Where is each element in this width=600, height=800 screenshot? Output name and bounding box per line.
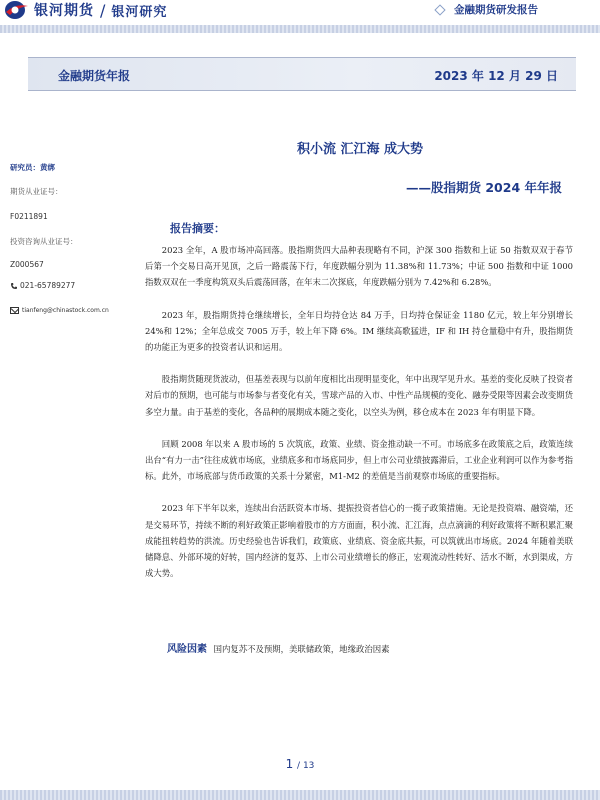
main-title: 积小流 汇江海 成大势: [296, 142, 424, 157]
top-header: [0, 0, 600, 24]
summary-paragraph: 股指期货随现货波动，但基差表现与以前年度相比出现明显变化，年中出现罕见升水。基差的变化反映了投资者对后市的预期，也可能与市场参与者变化有关，雪球产品的入市、中性产品规模的变化、融券受限等因素会改变期货多空力量。由于基差的变化，各品种的展期成本随之变化，以空头为例，移仓成本在 2023 年有明显下降。: [145, 374, 573, 417]
summary-paragraph: 2023 年，股指期货持仓继续增长，全年日均持仓达 84 万手，日均持仓保证金 1180 亿元，较上年分别增长 24%和 12%；全年总成交 7005 万手，较上年下降 6%。IM 继续高歌猛进，IF 和 IH 持仓量稳中有升，股指期货的功能正为更多的投资者认识和运用。: [145, 309, 573, 353]
total-pages: / 13: [297, 761, 315, 771]
phone-row: [10, 281, 75, 290]
summary-paragraph: 2023 全年，A 股市场冲高回落。股指期货四大品种表现略有不同，沪深 300 指数和上证 50 指数双双于春节后第一个交易日高开见顶，之后一路震荡下行，年度跌幅分别为 11.38%和 11.73%；中证 500 指数和中证 1000 指数双双在一季度构筑双头后震荡回落，在年末二次探底，年度跌幅分别为 7.42%和 6.28%。: [145, 245, 573, 288]
analyst-name: 研究员：黄绑: [10, 163, 55, 172]
report-banner: [28, 57, 576, 91]
logo-subtitle: 银河研究: [111, 4, 168, 20]
current-page: 1: [285, 757, 294, 771]
summary-content: [145, 242, 573, 597]
email-address[interactable]: tianfeng@chinastock.com.cn: [22, 307, 109, 314]
risk-factors: [167, 640, 390, 655]
risk-label: 风险因素: [167, 644, 207, 655]
report-type: [436, 2, 538, 17]
galaxy-logo-icon: [4, 0, 30, 20]
page-number: [0, 757, 600, 771]
cert-value: F0211891: [10, 212, 48, 221]
logo: [4, 0, 167, 20]
logo-name: 银河期货: [34, 3, 94, 19]
investment-cert-value: Z000567: [10, 260, 44, 269]
phone-icon: [10, 282, 18, 290]
logo-separator: /: [100, 0, 106, 20]
mail-icon: [10, 307, 19, 314]
sub-title: ——股指期货 2024 年年报: [406, 180, 562, 195]
phone-number: 021-65789277: [20, 281, 76, 290]
diamond-icon: [434, 4, 445, 15]
summary-paragraph: 2023 年下半年以来，连续出台活跃资本市场、提振投资者信心的一揽子政策措施。无论是投资端、融资端，还是交易环节，持续不断的利好政策正影响着股市的方方面面，积小流、汇江海，点点滴滴的利好政策将不断积累汇聚成能扭转趋势的洪流。历史经验也告诉我们，政策底、业绩底、资金底共振，可以筑就出市场底。2024 年随着美联储降息、外部环境的好转，国内经济的复苏、上市公司业绩增长的修正，宏观流动性转好、活水不断，水到渠成，方成大势。: [145, 503, 573, 579]
banner-date: 2023 年 12 月 29 日: [434, 69, 558, 83]
risk-text: 国内复苏不及预期，美联储政策，地缘政治因素: [213, 644, 390, 654]
summary-paragraph: 回顾 2008 年以来 A 股市场的 5 次筑底，政策、业绩、资金推动缺一不可。市场底多在政策底之后，政策连续出台“有力一击”往往成就市场底，业绩底多和市场底同步，但上市公司业绩披露滞后，工业企业利润可以作为参考指标。此外，市场底部与货币政策的关系十分紧密，M1-M2 的差值是当前观察市场底的重要指标。: [145, 438, 573, 482]
investment-cert-label: 投资咨询从业证号：: [10, 237, 78, 246]
report-type-label: 金融期货研发报告: [454, 4, 538, 16]
banner-title: 金融期货年报: [58, 69, 131, 83]
cert-label: 期货从业证号：: [10, 187, 63, 196]
summary-label: 报告摘要：: [170, 222, 225, 235]
footer-bar: [0, 790, 600, 800]
header-rule: [0, 25, 600, 33]
email-row: [10, 307, 109, 314]
